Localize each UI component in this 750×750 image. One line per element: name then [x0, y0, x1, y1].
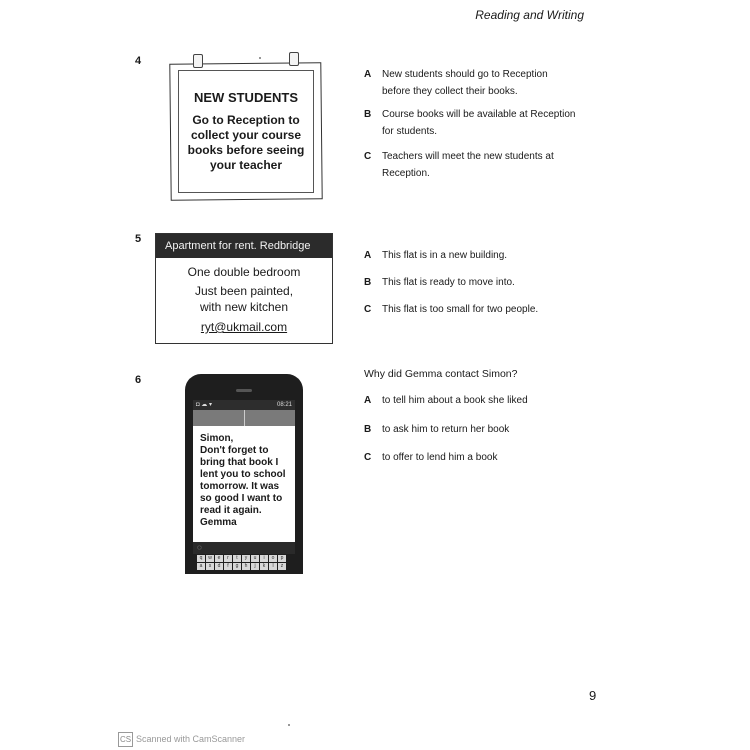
option-letter: B [364, 277, 372, 288]
question-number-6: 6 [135, 374, 142, 386]
option-text: New students should go to Reception [382, 69, 548, 80]
option-letter: C [364, 304, 372, 315]
keyboard-key: d [215, 563, 223, 570]
keyboard-key: r [224, 555, 232, 562]
notice-title: NEW STUDENTS [194, 90, 298, 105]
q4-option-b[interactable] [364, 106, 575, 140]
phone-keyboard [197, 555, 293, 570]
keyboard-key: k [260, 563, 268, 570]
keyboard-key: t [233, 555, 241, 562]
rental-advert [155, 233, 333, 344]
section-title: Reading and Writing [475, 8, 584, 22]
scan-speck [288, 724, 290, 726]
notification-icons: ◘ ☁ ▾ [196, 402, 212, 408]
option-text: Course books will be available at Reception [382, 109, 576, 120]
keyboard-key: f [224, 563, 232, 570]
q6-question: Why did Gemma contact Simon? [364, 368, 518, 380]
rental-heading: Apartment for rent. Redbridge [156, 234, 332, 258]
message-line: read it again. [200, 505, 262, 516]
notice-line: books before seeing [187, 143, 305, 157]
rental-line: Just been painted, [194, 284, 294, 298]
keyboard-key: h [242, 563, 250, 570]
message-line: bring that book I [200, 457, 279, 468]
message-line: Gemma [200, 517, 237, 528]
keyboard-key: e [215, 555, 223, 562]
camscanner-logo-icon: CS [118, 732, 133, 747]
keyboard-key: y [242, 555, 250, 562]
phone-status-bar [193, 400, 295, 410]
keyboard-key: p [278, 555, 286, 562]
option-letter: A [364, 395, 372, 406]
page-number: 9 [589, 688, 597, 703]
message-line: tomorrow. It was [200, 481, 280, 492]
option-text: to offer to lend him a book [382, 452, 498, 463]
notice-body [188, 113, 305, 173]
notice-line: your teacher [209, 158, 282, 172]
keyboard-key: s [206, 563, 214, 570]
message-line: so good I want to [200, 493, 283, 504]
rental-line: One double bedroom [187, 265, 301, 279]
option-letter: A [364, 69, 372, 80]
q6-option-c[interactable] [364, 449, 497, 466]
keyboard-key: a [197, 563, 205, 570]
keyboard-key: o [269, 555, 277, 562]
pin-mark [259, 57, 261, 59]
message-line: Simon, [200, 433, 234, 444]
option-letter: C [364, 452, 372, 463]
option-text: before they collect their books. [382, 86, 518, 97]
keyboard-key: q [197, 555, 205, 562]
keyboard-key: z [278, 563, 286, 570]
rental-line: with new kitchen [199, 300, 289, 314]
q4-option-a[interactable] [364, 66, 548, 100]
option-letter: B [364, 109, 372, 120]
q4-option-c[interactable] [364, 148, 554, 182]
option-letter: A [364, 250, 372, 261]
option-text: Reception. [382, 168, 430, 179]
keyboard-icon: ◌ [197, 543, 202, 552]
keyboard-key: w [206, 555, 214, 562]
keyboard-bar [193, 542, 295, 554]
tab-divider [244, 410, 245, 426]
phone-speaker [236, 389, 252, 392]
paper-clip-left [193, 54, 203, 68]
option-text: Teachers will meet the new students at [382, 151, 554, 162]
keyboard-key: j [251, 563, 259, 570]
keyboard-key: u [251, 555, 259, 562]
option-text: This flat is too small for two people. [382, 304, 539, 315]
keyboard-key: l [269, 563, 277, 570]
option-text: This flat is ready to move into. [382, 277, 515, 288]
message-line: lent you to school [200, 469, 286, 480]
option-letter: B [364, 424, 372, 435]
option-letter: C [364, 151, 372, 162]
keyboard-key: i [260, 555, 268, 562]
notice-line: Go to Reception to [192, 113, 300, 127]
question-number-5: 5 [135, 233, 142, 245]
q5-option-b[interactable] [364, 274, 515, 291]
notice-content [178, 70, 314, 193]
paper-clip-right [289, 52, 299, 66]
q5-option-c[interactable] [364, 301, 538, 318]
message-line: Don't forget to [200, 445, 269, 456]
option-text: to ask him to return her book [382, 424, 510, 435]
option-text: for students. [382, 126, 438, 137]
status-time: 08:21 [276, 402, 292, 408]
question-number-4: 4 [135, 55, 142, 67]
scanner-watermark: Scanned with CamScanner [136, 734, 246, 744]
notice-line: collect your course [190, 128, 302, 142]
rental-email-link[interactable]: ryt@ukmail.com [200, 320, 288, 334]
q5-option-a[interactable] [364, 247, 507, 264]
q6-option-a[interactable] [364, 392, 528, 409]
text-message [200, 433, 292, 529]
q6-option-b[interactable] [364, 421, 509, 438]
keyboard-key: g [233, 563, 241, 570]
option-text: This flat is in a new building. [382, 250, 508, 261]
option-text: to tell him about a book she liked [382, 395, 528, 406]
